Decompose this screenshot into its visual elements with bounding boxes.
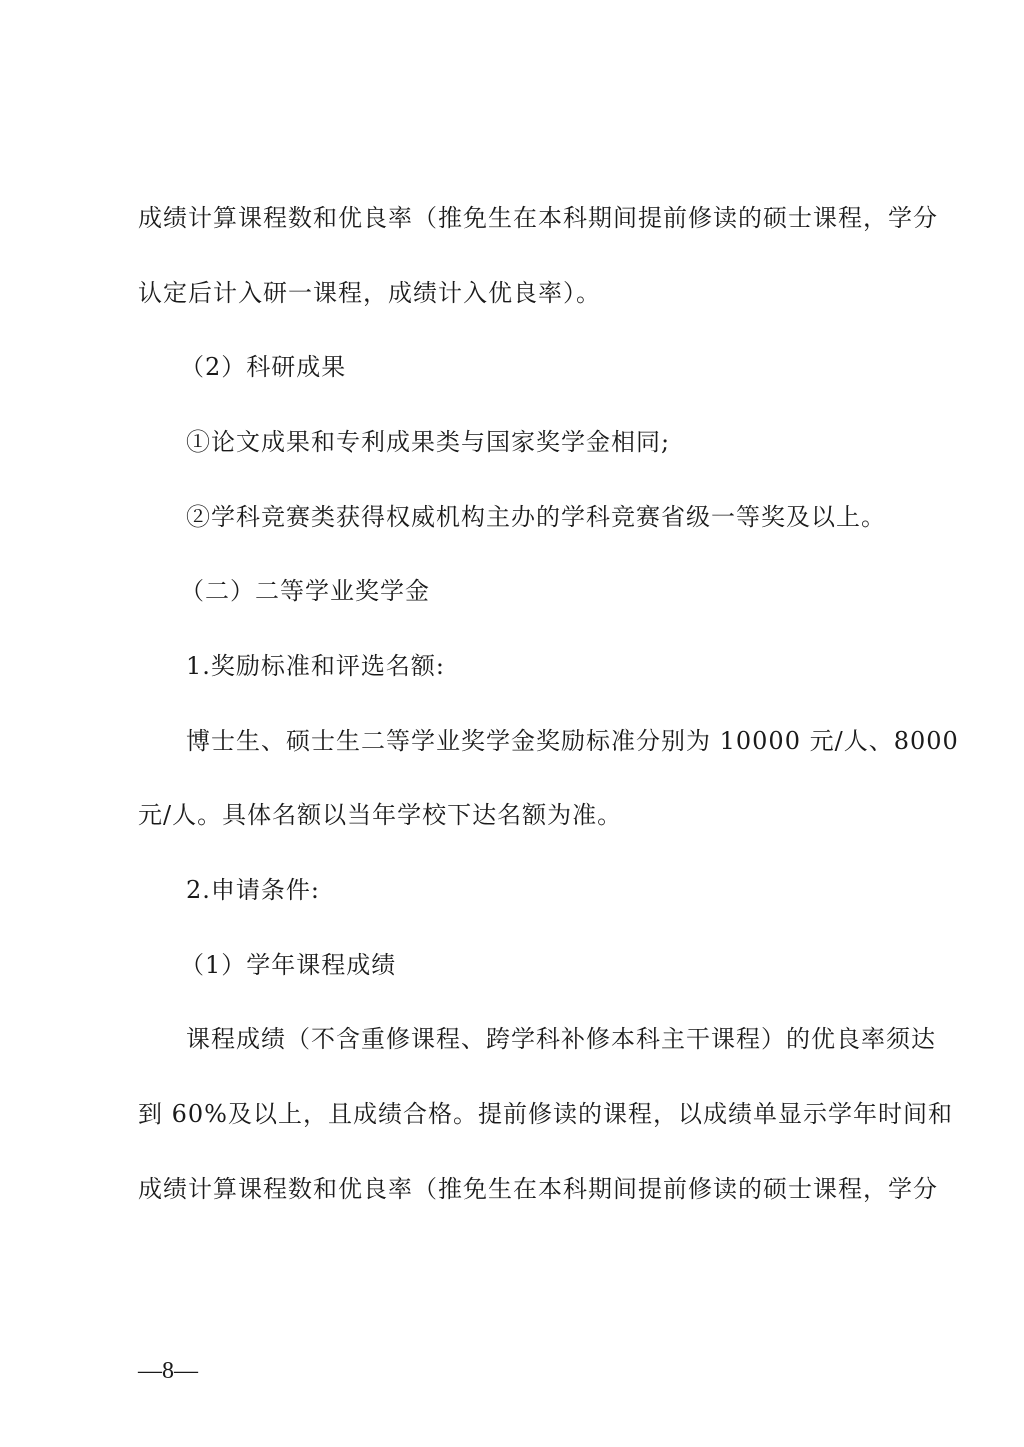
paragraph-line: 成绩计算课程数和优良率（推免生在本科期间提前修读的硕士课程，学分 <box>138 1175 938 1203</box>
paragraph-line: 认定后计入研一课程，成绩计入优良率）。 <box>138 279 601 307</box>
section-heading: （2）科研成果 <box>180 353 347 381</box>
page-number: —8— <box>138 1358 198 1384</box>
list-item: ②学科竞赛类获得权威机构主办的学科竞赛省级一等奖及以上。 <box>186 503 886 531</box>
subsection-heading: 2.申请条件: <box>186 876 320 904</box>
section-heading: （1）学年课程成绩 <box>180 951 397 979</box>
paragraph-line: 到 60%及以上，且成绩合格。提前修读的课程，以成绩单显示学年时间和 <box>138 1100 953 1128</box>
paragraph-line: 课程成绩（不含重修课程、跨学科补修本科主干课程）的优良率须达 <box>186 1025 936 1053</box>
paragraph-line: 成绩计算课程数和优良率（推免生在本科期间提前修读的硕士课程，学分 <box>138 204 938 232</box>
paragraph-line: 元/人。具体名额以当年学校下达名额为准。 <box>138 801 623 829</box>
subsection-heading: 1.奖励标准和评选名额: <box>186 652 445 680</box>
paragraph-line: 博士生、硕士生二等学业奖学金奖励标准分别为 10000 元/人、8000 <box>186 727 959 755</box>
section-heading: （二）二等学业奖学金 <box>180 577 430 605</box>
list-item: ①论文成果和专利成果类与国家奖学金相同; <box>186 428 671 456</box>
